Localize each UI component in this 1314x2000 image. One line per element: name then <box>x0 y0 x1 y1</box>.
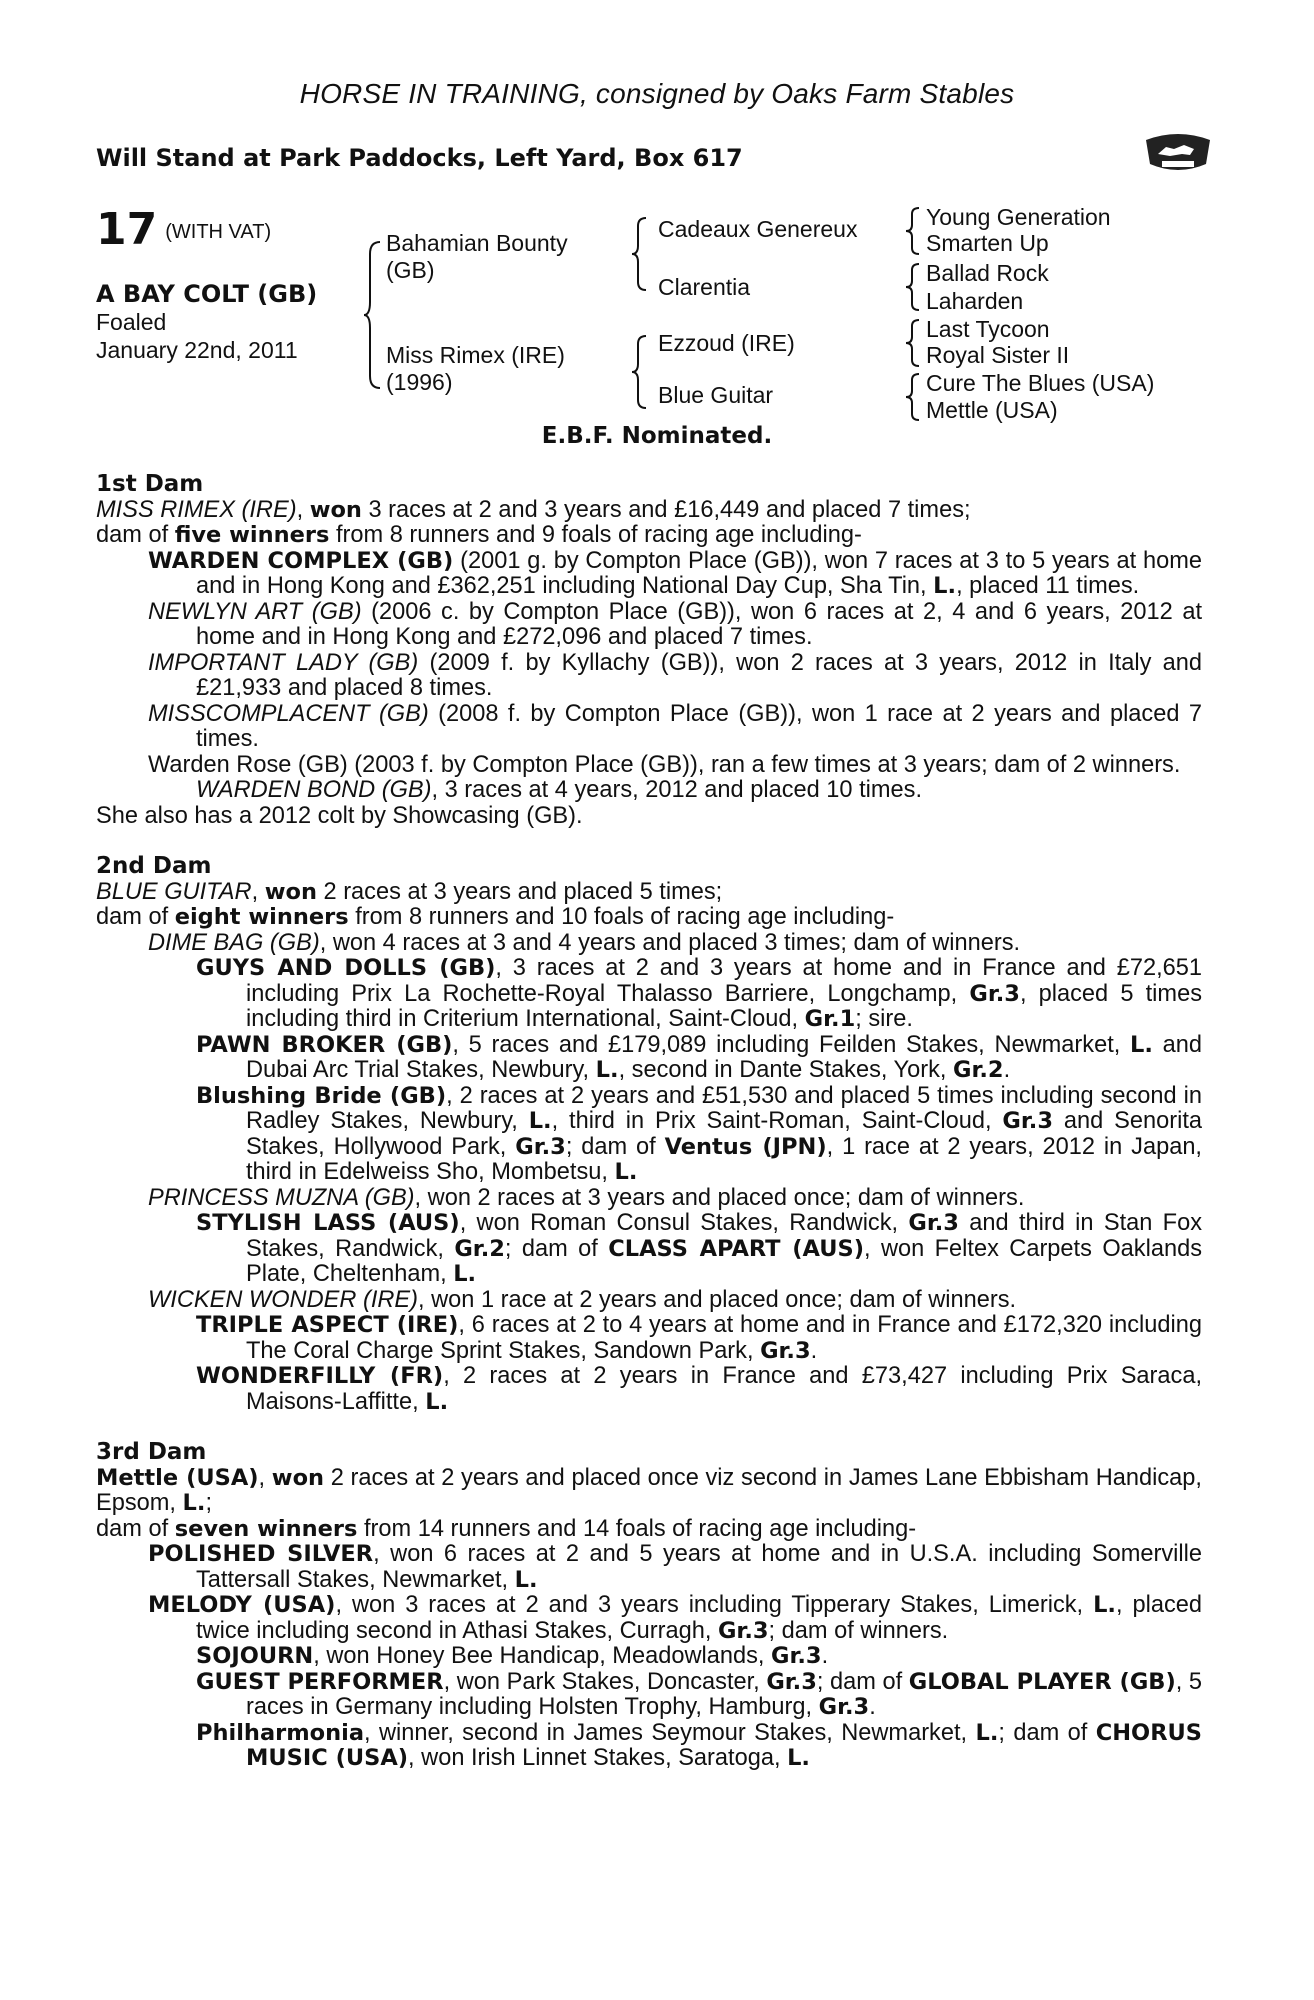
pedigree-g3-2: Smarten Up <box>926 230 1049 256</box>
pedigree-brace-g2 <box>904 262 922 312</box>
produce-note: She also has a 2012 colt by Showcasing (GB). <box>96 802 583 829</box>
produce-entry: MELODY (USA), won 3 races at 2 and 3 years including Tipperary Stakes, Limerick, L., placed twice including second in Athasi Stakes, Curragh, Gr.3; dam of winners. <box>148 1592 1203 1644</box>
produce-entry: NEWLYN ART (GB) (2006 c. by Compton Place (GB)), won 6 races at 2, 4 and 6 years, 2012 at home and in Hong Kong and £272,096 and placed 7 times. <box>148 598 1203 650</box>
pedigree-brace-g3 <box>904 318 922 368</box>
pedigree-g3-3: Ballad Rock <box>926 260 1049 286</box>
pedigree-dam-year: (1996) <box>386 369 453 395</box>
pedigree-sire-sire: Cadeaux Genereux <box>658 216 858 242</box>
produce-entry: WARDEN COMPLEX (GB) (2001 g. by Compton Place (GB)), won 7 races at 3 to 5 years at home and in Hong Kong and £362,251 including National Day Cup, Sha Tin, L., placed 11 times. <box>148 547 1202 599</box>
dam-name: MISS RIMEX (IRE) <box>96 496 297 523</box>
produce-entry: PAWN BROKER (GB), 5 races and £179,089 including Feilden Stakes, Newmarket, L. and Dubai Arc Trial Stakes, Newbury, L., second in Dante Stakes, York, Gr.2. <box>196 1031 1203 1083</box>
produce-entry: IMPORTANT LADY (GB) (2009 f. by Kyllachy (GB)), won 2 races at 3 years, 2012 in Italy and £21,933 and placed 8 times. <box>148 649 1202 701</box>
third-dam-produce-summary: dam of seven winners from 14 runners and 14 foals of racing age including- <box>96 1515 917 1542</box>
lot-vat: (WITH VAT) <box>165 221 272 243</box>
pedigree-g3-8: Mettle (USA) <box>926 397 1058 423</box>
lot-info <box>96 204 356 364</box>
produce-entry: DIME BAG (GB), won 4 races at 3 and 4 years and placed 3 times; dam of winners. <box>148 929 1021 956</box>
first-dam-produce-summary: dam of five winners from 8 runners and 9 foals of racing age including- <box>96 522 862 548</box>
second-dam-produce-summary: dam of eight winners from 8 runners and 10 foals of racing age including- <box>96 904 895 930</box>
second-dam-heading: 2nd Dam <box>96 853 212 879</box>
produce-entry: MISSCOMPLACENT (GB) (2008 f. by Compton Place (GB)), won 1 race at 2 years and placed 7 times. <box>148 700 1202 752</box>
produce-entry: GUYS AND DOLLS (GB), 3 races at 2 and 3 years at home and in France and £72,651 including Prix La Rochette-Royal Thalasso Barriere, Longchamp, Gr.3, placed 5 times including third in Criterium International, Saint-Cloud, Gr.1; sire. <box>196 955 1202 1032</box>
produce-entry: Philharmonia, winner, second in James Seymour Stakes, Newmarket, L.; dam of CHORUS MUSIC (USA), won Irish Linnet Stakes, Saratoga, L. <box>196 1719 1202 1771</box>
produce-entry: WARDEN BOND (GB), 3 races at 4 years, 2012 and placed 10 times. <box>196 777 923 803</box>
produce-entry: Blushing Bride (GB), 2 races at 2 years and £51,530 and placed 5 times including second in Radley Stakes, Newbury, L., third in Prix Saint-Roman, Saint-Cloud, Gr.3 and Senorita Stakes, Hollywood Park, Gr.3; dam of Ventus (JPN), 1 race at 2 years, 2012 in Japan, third in Edelweiss Sho, Mombetsu, L. <box>196 1082 1202 1185</box>
second-dam-line: BLUE GUITAR, won 2 races at 3 years and placed 5 times; <box>96 878 723 905</box>
produce-entry: SOJOURN, won Honey Bee Handicap, Meadowlands, Gr.3. <box>196 1643 829 1669</box>
foaled-label: Foaled <box>96 309 167 335</box>
produce-entry: WICKEN WONDER (IRE), won 1 race at 2 years and placed once; dam of winners. <box>148 1286 1017 1313</box>
pedigree-brace-dam <box>630 334 650 410</box>
produce-entry: WONDERFILLY (FR), 2 races at 2 years in France and £73,427 including Prix Saraca, Maisons-Laffitte, L. <box>196 1363 1203 1415</box>
pedigree-g3-7: Cure The Blues (USA) <box>926 370 1155 396</box>
training-bonus-badge-icon <box>1140 130 1216 174</box>
pedigree-brace-g4 <box>904 372 922 422</box>
lot-name: A BAY COLT (GB) <box>96 280 318 308</box>
first-dam-line: MISS RIMEX (IRE), won 3 races at 2 and 3 years and £16,449 and placed 7 times; <box>96 496 971 523</box>
ebf-nomination: E.B.F. Nominated. <box>541 423 773 449</box>
catalogue-body <box>96 472 1202 1772</box>
pedigree-dam: Miss Rimex (IRE) <box>386 342 565 368</box>
pedigree-dam-sire: Ezzoud (IRE) <box>658 330 795 356</box>
lot-number: 17 <box>96 204 158 255</box>
third-dam-heading: 3rd Dam <box>96 1439 207 1465</box>
pedigree-sire-dam: Clarentia <box>658 274 751 300</box>
foaled-date: January 22nd, 2011 <box>96 337 298 363</box>
won-label: won <box>309 496 362 523</box>
pedigree-g3-4: Laharden <box>926 288 1024 314</box>
pedigree-g3-6: Royal Sister II <box>926 342 1070 368</box>
produce-entry: STYLISH LASS (AUS), won Roman Consul Stakes, Randwick, Gr.3 and third in Stan Fox Stakes, Randwick, Gr.2; dam of CLASS APART (AUS), won Feltex Carpets Oaklands Plate, Cheltenham, L. <box>196 1210 1203 1287</box>
pedigree-sire: Bahamian Bounty <box>386 230 568 256</box>
pedigree-dam-dam: Blue Guitar <box>658 382 774 408</box>
pedigree-brace-gen1 <box>362 240 384 390</box>
third-dam-line: Mettle (USA), won 2 races at 2 years and placed once viz second in James Lane Ebbisham Handicap, Epsom, L.; <box>96 1464 1202 1516</box>
produce-entry: Warden Rose (GB) (2003 f. by Compton Place (GB)), ran a few times at 3 years; dam of 2 winners. <box>148 751 1181 778</box>
page-title: HORSE IN TRAINING, consigned by Oaks Farm Stables <box>299 78 1015 109</box>
pedigree-g3-1: Young Generation <box>926 204 1111 230</box>
produce-entry: TRIPLE ASPECT (IRE), 6 races at 2 to 4 years at home and in France and £172,320 including The Coral Charge Sprint Stakes, Sandown Park, Gr.3. <box>196 1312 1202 1364</box>
pedigree-brace-sire <box>630 216 650 292</box>
produce-entry: GUEST PERFORMER, won Park Stakes, Doncaster, Gr.3; dam of GLOBAL PLAYER (GB), 5 races in Germany including Holsten Trophy, Hamburg, Gr.3. <box>196 1668 1202 1720</box>
pedigree-sire-suffix: (GB) <box>386 257 435 283</box>
produce-entry: PRINCESS MUZNA (GB), won 2 races at 3 years and placed once; dam of winners. <box>148 1184 1025 1211</box>
first-dam-heading: 1st Dam <box>96 471 204 497</box>
produce-entry: POLISHED SILVER, won 6 races at 2 and 5 years at home and in U.S.A. including Somerville Tattersall Stakes, Newmarket, L. <box>148 1541 1202 1593</box>
stand-location: Will Stand at Park Paddocks, Left Yard, Box 617 <box>96 144 743 172</box>
pedigree-g3-5: Last Tycoon <box>926 316 1050 342</box>
pedigree-brace-g1 <box>904 206 922 256</box>
